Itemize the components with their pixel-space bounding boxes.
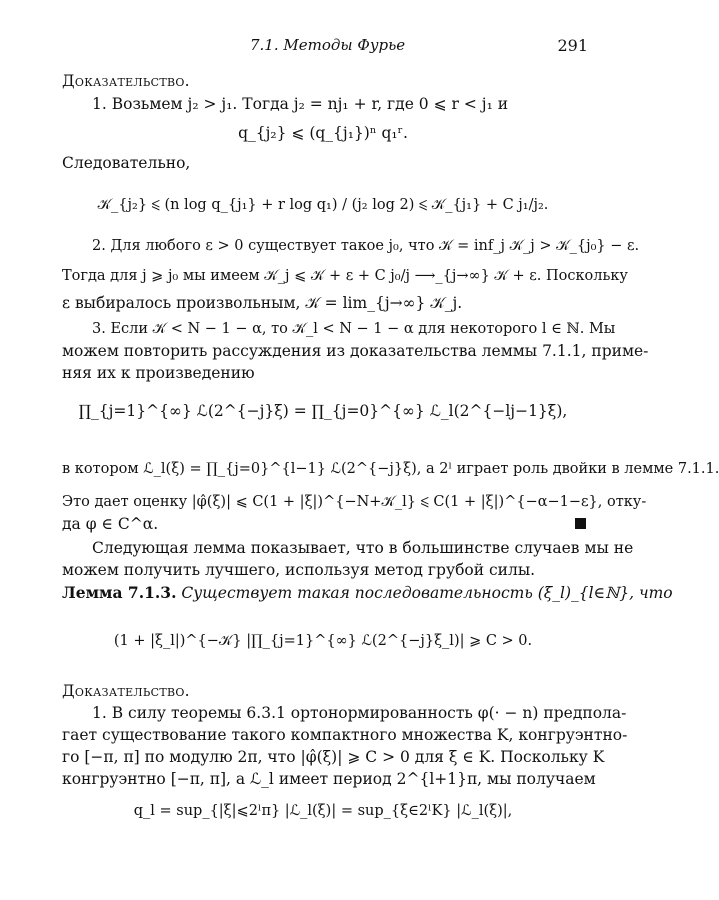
display-formula: 𝒦_{j₂} ⩽ (n log q_{j₁} + r log q₁) / (j₂ log 2) ⩽ 𝒦_{j₁} + C j₁/j₂. — [97, 197, 549, 213]
display-formula: q_{j₂} ⩽ (q_{j₁})ⁿ q₁ʳ. — [238, 124, 408, 142]
proof-heading: Доказательство. — [62, 72, 190, 90]
text-line: в котором ℒ_l(ξ) = ∏_{j=0}^{l−1} ℒ(2^{−j}ξ), а 2ˡ играет роль двойки в лемме 7.1.1. — [62, 461, 719, 477]
text-line: можем повторить рассуждения из доказательства леммы 7.1.1, приме- — [62, 342, 649, 360]
running-header — [0, 36, 646, 58]
lemma-statement: Существует такая последовательность (ξ_l)_{l∈ℕ}, что — [181, 584, 673, 602]
text-line: 3. Если 𝒦 < N − 1 − α, то 𝒦_l < N − 1 − α для некоторого l ∈ ℕ. Мы — [92, 321, 616, 337]
text-line — [62, 513, 586, 535]
lemma-label: Лемма 7.1.3. — [62, 583, 177, 602]
display-formula: (1 + |ξ_l|)^{−𝒦} |∏_{j=1}^{∞} ℒ(2^{−j}ξ_l)| ⩾ C > 0. — [113, 633, 533, 649]
text-line: Тогда для j ⩾ j₀ мы имеем 𝒦_j ⩽ 𝒦 + ε + C j₀/j ⟶_{j→∞} 𝒦 + ε. Поскольку — [62, 268, 628, 284]
text-line: 1. В силу теоремы 6.3.1 ортонормированность φ(· − n) предпола- — [92, 704, 627, 722]
text-fragment: да φ ∈ C^α. — [62, 515, 159, 533]
lemma-line — [62, 582, 673, 604]
text-line: Следующая лемма показывает, что в большинстве случаев мы не — [92, 539, 634, 557]
text-line: го [−π, π] по модулю 2π, что |φ̂(ξ)| ⩾ C > 0 для ξ ∈ K. Поскольку K — [62, 748, 605, 766]
section-title: 7.1. Методы Фурье — [250, 36, 406, 54]
display-formula: q_l = sup_{|ξ|⩽2ˡπ} |ℒ_l(ξ)| = sup_{ξ∈2ˡK} |ℒ_l(ξ)|, — [133, 803, 513, 819]
text-line: конгруэнтно [−π, π], а ℒ_l имеет период 2^{l+1}π, мы получаем — [62, 770, 596, 788]
text-line: ε выбиралось произвольным, 𝒦 = lim_{j→∞} 𝒦_j. — [62, 294, 463, 312]
text-line: можем получить лучшего, используя метод грубой силы. — [62, 561, 536, 579]
text-line: няя их к произведению — [62, 364, 255, 382]
display-formula: ∏_{j=1}^{∞} ℒ(2^{−j}ξ) = ∏_{j=0}^{∞} ℒ_l(2^{−lj−1}ξ), — [78, 402, 568, 420]
proof-heading: Доказательство. — [62, 682, 190, 700]
text-line: Следовательно, — [62, 154, 191, 172]
page-number: 291 — [557, 36, 588, 55]
text-line: 1. Возьмем j₂ > j₁. Тогда j₂ = nj₁ + r, где 0 ⩽ r < j₁ и — [92, 95, 509, 113]
text-line: 2. Для любого ε > 0 существует такое j₀, что 𝒦 = inf_j 𝒦_j > 𝒦_{j₀} − ε. — [92, 238, 640, 254]
qed-square-icon — [575, 518, 586, 529]
text-line: Это дает оценку |φ̂(ξ)| ⩽ C(1 + |ξ|)^{−N+𝒦_l} ⩽ C(1 + |ξ|)^{−α−1−ε}, отку- — [62, 494, 647, 510]
text-line: гает существование такого компактного множества K, конгруэнтно- — [62, 726, 628, 744]
